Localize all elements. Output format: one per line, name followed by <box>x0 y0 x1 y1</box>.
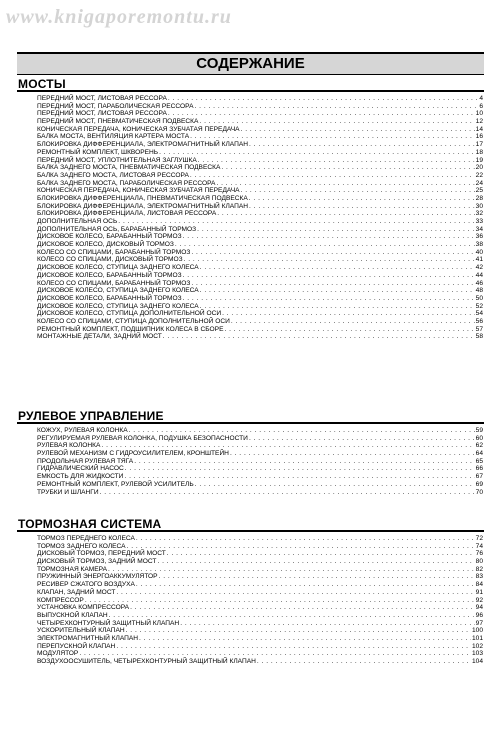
toc-entry-label: ГИДРАВЛИЧЕСКИЙ НАСОС <box>37 465 124 473</box>
toc-entry[interactable] <box>17 489 484 497</box>
toc-entry-label: РЕСИВЕР СЖАТОГО ВОЗДУХА <box>37 581 135 589</box>
toc-entry-label: КОЖУХ, РУЛЕВАЯ КОЛОНКА <box>37 427 128 434</box>
dot-leader <box>224 326 474 334</box>
toc-entry-page: 34 <box>475 225 483 233</box>
toc-entry-label: БАЛКА ЗАДНЕГО МОСТА, ЛИСТОВАЯ РЕССОРА <box>37 171 189 179</box>
toc-entry[interactable] <box>17 581 484 589</box>
toc-entry-page: 14 <box>475 125 483 133</box>
toc-entry[interactable] <box>17 558 484 566</box>
dot-leader <box>108 566 475 574</box>
toc-entry-page: 41 <box>475 256 483 264</box>
toc-entry-page: 12 <box>475 118 483 126</box>
toc-entry-page: 60 <box>475 434 483 442</box>
dot-leader <box>175 241 475 249</box>
toc-entry-page: 72 <box>475 535 483 542</box>
toc-entry-label: ПЕРЕДНИЙ МОСТ, ЛИСТОВАЯ РЕССОРА <box>37 95 167 102</box>
toc-entry-page: 50 <box>475 294 483 302</box>
dot-leader <box>191 249 474 257</box>
dot-leader <box>163 333 475 341</box>
toc-entry-label: БЛОКИРОВКА ДИФФЕРЕНЦИАЛА, ПНЕВМАТИЧЕСКАЯ ПОДВЕСКА <box>37 194 248 202</box>
dot-leader <box>200 303 475 311</box>
toc-list <box>17 95 484 341</box>
toc-entry[interactable] <box>17 333 484 341</box>
toc-entry-page: 103 <box>471 650 483 658</box>
toc-entry-label: БЛОКИРОВКА ДИФФЕРЕНЦИАЛА, ЭЛЕКТРОМАГНИТНЫЙ КЛАПАН <box>37 141 248 149</box>
dot-leader <box>116 643 471 651</box>
toc-entry-page: 16 <box>475 133 483 141</box>
toc-entry-label: ЧЕТЫРЕХКОНТУРНЫЙ ЗАЩИТНЫЙ КЛАПАН <box>37 619 180 627</box>
toc-entry-label: ДИСКОВЫЙ ТОРМОЗ, ПЕРЕДНИЙ МОСТ <box>37 550 166 558</box>
dot-leader <box>116 589 474 597</box>
toc-entry[interactable] <box>17 535 484 543</box>
toc-entry[interactable] <box>17 318 484 326</box>
toc-entry-page: 67 <box>475 473 483 481</box>
section-heading: МОСТЫ <box>17 78 484 92</box>
toc-entry-page: 17 <box>475 141 483 149</box>
dot-leader <box>101 442 474 450</box>
toc-entry-page: 20 <box>475 164 483 172</box>
toc-entry-page: 62 <box>475 442 483 450</box>
toc-entry-label: КОНИЧЕСКАЯ ПЕРЕДАЧА, КОНИЧЕСКАЯ ЗУБЧАТАЯ ПЕРЕДАЧА <box>37 187 240 195</box>
toc-entry-label: ТОРМОЗ ЗАДНЕГО КОЛЕСА <box>37 542 126 550</box>
toc-entry[interactable] <box>17 141 484 149</box>
section-brakes <box>17 518 484 666</box>
dot-leader <box>197 226 474 234</box>
dot-leader <box>184 256 475 264</box>
toc-entry-label: ДИСКОВОЕ КОЛЕСО, СТУПИЦА ЗАДНЕГО КОЛЕСА <box>37 264 199 272</box>
dot-leader <box>168 110 475 118</box>
toc-entry-page: 42 <box>475 264 483 272</box>
toc-list <box>17 427 484 496</box>
toc-entry-label: БАЛКА ЗАДНЕГО МОСТА, ПНЕВМАТИЧЕСКАЯ ПОДВЕСКА <box>37 164 221 172</box>
toc-entry-label: БАЛКА ЗАДНЕГО МОСТА, ПАРАБОЛИЧЕСКАЯ РЕССОРА <box>37 179 216 187</box>
toc-entry-page: 10 <box>475 110 483 118</box>
toc-entry-page: 28 <box>475 194 483 202</box>
dot-leader <box>195 481 475 489</box>
toc-entry-label: ВЫПУСКНОЙ КЛАПАН <box>37 611 108 619</box>
dot-leader <box>129 427 475 435</box>
toc-entry-page: 69 <box>475 480 483 488</box>
toc-entry-page: 4 <box>479 95 483 102</box>
toc-entry-label: БАЛКА МОСТА, ВЕНТИЛЯЦИЯ КАРТЕРА МОСТА <box>37 133 190 141</box>
toc-entry-page: 101 <box>471 634 483 642</box>
dot-leader <box>200 264 475 272</box>
toc-entry-page: 58 <box>475 333 483 341</box>
toc-entry-label: ЕМКОСТЬ ДЛЯ ЖИДКОСТИ <box>37 473 124 481</box>
toc-entry-label: ПЕРЕДНИЙ МОСТ, ПАРАБОЛИЧЕСКАЯ РЕССОРА <box>37 102 194 110</box>
toc-entry-page: 92 <box>475 596 483 604</box>
toc-entry-page: 83 <box>475 573 483 581</box>
toc-entry-label: ДИСКОВЫЙ ТОРМОЗ, ЗАДНИЙ МОСТ <box>37 558 157 566</box>
dot-leader <box>157 558 474 566</box>
dot-leader <box>195 103 479 111</box>
toc-entry-page: 64 <box>475 450 483 458</box>
toc-entry-page: 18 <box>475 148 483 156</box>
toc-entry-label: БЛОКИРОВКА ДИФФЕРЕНЦИАЛА, ЛИСТОВАЯ РЕССОРА <box>37 210 217 218</box>
dot-leader <box>199 118 474 126</box>
dot-leader <box>109 612 475 620</box>
toc-entry-label: РУЛЕВОЙ МЕХАНИЗМ С ГИДРОУСИЛИТЕЛЕМ, КРОНШТЕЙН <box>37 450 229 458</box>
toc-entry-label: ДИСКОВОЕ КОЛЕСО, ДИСКОВЫЙ ТОРМОЗ <box>37 241 174 249</box>
dot-leader <box>249 203 475 211</box>
toc-entry[interactable] <box>17 310 484 318</box>
dot-leader <box>241 187 475 195</box>
toc-entry[interactable] <box>17 256 484 264</box>
dot-leader <box>221 164 474 172</box>
dot-leader <box>124 473 474 481</box>
toc-entry[interactable] <box>17 589 484 597</box>
toc-entry-label: КОМПРЕССОР <box>37 596 84 604</box>
toc-entry-page: 54 <box>475 310 483 318</box>
toc-entry-label: ДОПОЛНИТЕЛЬНАЯ ОСЬ <box>37 218 118 225</box>
dot-leader <box>126 627 471 635</box>
toc-entry[interactable] <box>17 442 484 450</box>
section-bridges <box>17 78 484 341</box>
dot-leader <box>183 233 475 241</box>
toc-entry-label: КОНИЧЕСКАЯ ПЕРЕДАЧА, КОНИЧЕСКАЯ ЗУБЧАТАЯ ПЕРЕДАЧА <box>37 125 240 133</box>
toc-entry[interactable] <box>17 264 484 272</box>
dot-leader <box>200 287 475 295</box>
dot-leader <box>183 295 475 303</box>
toc-entry-page: 48 <box>475 287 483 295</box>
toc-entry-label: ПЕРЕДНИЙ МОСТ, ПНЕВМАТИЧЕСКАЯ ПОДВЕСКА <box>37 118 199 126</box>
toc-entry-label: РЕМОНТНЫЙ КОМПЛЕКТ, ШКВОРЕНЬ <box>37 148 159 156</box>
toc-entry[interactable] <box>17 272 484 280</box>
toc-entry[interactable] <box>17 233 484 241</box>
toc-entry-page: 46 <box>475 279 483 287</box>
dot-leader <box>79 650 471 658</box>
toc-entry[interactable] <box>17 427 484 435</box>
toc-entry-page: 97 <box>475 619 483 627</box>
page-title: СОДЕРЖАНИЕ <box>17 52 484 75</box>
dot-leader <box>190 172 475 180</box>
dot-leader <box>159 149 475 157</box>
toc-entry-label: КОЛЕСО СО СПИЦАМИ, СТУПИЦА ДОПОЛНИТЕЛЬНОЙ ОСИ <box>37 317 230 325</box>
dot-leader <box>180 620 474 628</box>
toc-entry[interactable] <box>17 280 484 288</box>
toc-entry-page: 66 <box>475 465 483 473</box>
watermark-url: www.knigaporemontu.ru <box>6 6 232 28</box>
toc-entry-page: 59 <box>475 427 483 434</box>
toc-entry-page: 24 <box>475 179 483 187</box>
toc-list <box>17 535 484 666</box>
toc-entry[interactable] <box>17 180 484 188</box>
toc-entry-page: 65 <box>475 457 483 465</box>
toc-entry-page: 104 <box>471 658 483 665</box>
toc-entry-page: 84 <box>475 581 483 589</box>
dot-leader <box>125 465 475 473</box>
toc-entry-label: ТРУБКИ И ШЛАНГИ <box>37 488 99 496</box>
toc-entry[interactable] <box>17 118 484 126</box>
dot-leader <box>183 272 475 280</box>
dot-leader <box>127 543 475 551</box>
toc-entry-page: 25 <box>475 187 483 195</box>
toc-entry[interactable] <box>17 95 484 103</box>
toc-entry[interactable] <box>17 203 484 211</box>
toc-entry[interactable] <box>17 604 484 612</box>
toc-entry-label: ДИСКОВОЕ КОЛЕСО, БАРАБАННЫЙ ТОРМОЗ <box>37 294 182 302</box>
toc-entry-label: РЕМОНТНЫЙ КОМПЛЕКТ, РУЛЕВОЙ УСИЛИТЕЛЬ <box>37 480 194 488</box>
section-heading: РУЛЕВОЕ УПРАВЛЕНИЕ <box>17 410 484 424</box>
toc-entry[interactable] <box>17 187 484 195</box>
toc-entry-label: БЛОКИРОВКА ДИФФЕРЕНЦИАЛА, ЭЛЕКТРОМАГНИТНЫЙ КЛАПАН <box>37 202 248 210</box>
toc-entry-page: 36 <box>475 233 483 241</box>
toc-entry[interactable] <box>17 450 484 458</box>
toc-entry-label: КОЛЕСО СО СПИЦАМИ, БАРАБАННЫЙ ТОРМОЗ <box>37 279 191 287</box>
toc-entry-page: 94 <box>475 604 483 612</box>
toc-entry-page: 80 <box>475 558 483 566</box>
toc-entry[interactable] <box>17 157 484 165</box>
dot-leader <box>118 218 474 226</box>
toc-entry[interactable] <box>17 650 484 658</box>
toc-entry[interactable] <box>17 635 484 643</box>
toc-entry-label: ПЕРЕПУСКНОЙ КЛАПАН <box>37 642 116 650</box>
toc-entry-page: 40 <box>475 248 483 256</box>
toc-entry-page: 91 <box>475 588 483 596</box>
dot-leader <box>167 550 475 558</box>
dot-leader <box>198 157 475 165</box>
toc-entry[interactable] <box>17 550 484 558</box>
toc-entry-page: 100 <box>471 627 483 635</box>
section-steering <box>17 410 484 496</box>
toc-entry-page: 76 <box>475 550 483 558</box>
dot-leader <box>139 635 471 643</box>
toc-entry[interactable] <box>17 465 484 473</box>
toc-entry-label: ЭЛЕКТРОМАГНИТНЫЙ КЛАПАН <box>37 634 139 642</box>
toc-entry-label: ПЕРЕДНИЙ МОСТ, ЛИСТОВАЯ РЕССОРА <box>37 110 167 118</box>
dot-leader <box>249 435 475 443</box>
toc-entry-label: ДИСКОВОЕ КОЛЕСО, БАРАБАННЫЙ ТОРМОЗ <box>37 233 182 241</box>
toc-entry[interactable] <box>17 597 484 605</box>
toc-entry[interactable] <box>17 241 484 249</box>
toc-entry-label: ПЕРЕДНИЙ МОСТ, УПЛОТНИТЕЛЬНАЯ ЗАГЛУШКА <box>37 156 197 164</box>
dot-leader <box>168 95 478 103</box>
toc-entry-page: 32 <box>475 210 483 218</box>
toc-entry-label: МОДУЛЯТОР <box>37 650 79 658</box>
toc-entry-page: 82 <box>475 565 483 573</box>
toc-entry-page: 56 <box>475 317 483 325</box>
toc-entry[interactable] <box>17 573 484 581</box>
dot-leader <box>217 210 474 218</box>
toc-entry-page: 52 <box>475 302 483 310</box>
toc-entry-page: 102 <box>471 642 483 650</box>
toc-entry[interactable] <box>17 643 484 651</box>
toc-entry[interactable] <box>17 195 484 203</box>
toc-entry-label: УСКОРИТЕЛЬНЫЙ КЛАПАН <box>37 627 125 635</box>
dot-leader <box>230 450 475 458</box>
toc-entry-label: КОЛЕСО СО СПИЦАМИ, БАРАБАННЫЙ ТОРМОЗ <box>37 248 191 256</box>
dot-leader <box>85 597 475 605</box>
dot-leader <box>159 573 475 581</box>
toc-entry-label: ДИСКОВОЕ КОЛЕСО, СТУПИЦА ДОПОЛНИТЕЛЬНОЙ ОСИ <box>37 310 222 318</box>
dot-leader <box>136 535 475 543</box>
dot-leader <box>130 604 475 612</box>
toc-entry-page: 30 <box>475 202 483 210</box>
toc-entry[interactable] <box>17 612 484 620</box>
toc-entry-label: ДИСКОВОЕ КОЛЕСО, СТУПИЦА ЗАДНЕГО КОЛЕСА <box>37 302 199 310</box>
toc-entry[interactable] <box>17 481 484 489</box>
toc-entry[interactable] <box>17 210 484 218</box>
toc-entry[interactable] <box>17 218 484 226</box>
toc-entry-page: 6 <box>479 102 483 110</box>
toc-entry-page: 33 <box>475 218 483 225</box>
section-heading: ТОРМОЗНАЯ СИСТЕМА <box>17 518 484 532</box>
toc-entry-page: 74 <box>475 542 483 550</box>
dot-leader <box>100 489 475 497</box>
toc-entry-page: 96 <box>475 611 483 619</box>
dot-leader <box>190 133 475 141</box>
toc-entry-label: КОЛЕСО СО СПИЦАМИ, ДИСКОВЫЙ ТОРМОЗ <box>37 256 183 264</box>
toc-entry-label: РУЛЕВАЯ КОЛОНКА <box>37 442 101 450</box>
toc-entry-label: РЕГУЛИРУЕМАЯ РУЛЕВАЯ КОЛОНКА, ПОДУШКА БЕЗОПАСНОСТИ <box>37 434 248 442</box>
toc-entry[interactable] <box>17 149 484 157</box>
toc-entry[interactable] <box>17 435 484 443</box>
toc-entry-label: ДИСКОВОЕ КОЛЕСО, СТУПИЦА ЗАДНЕГО КОЛЕСА <box>37 287 199 295</box>
toc-entry-page: 44 <box>475 271 483 279</box>
dot-leader <box>191 280 474 288</box>
dot-leader <box>231 318 475 326</box>
toc-entry-label: РЕМОНТНЫЙ КОМПЛЕКТ, ПОДШИПНИК КОЛЕСА В СБОРЕ <box>37 325 224 333</box>
dot-leader <box>241 126 475 134</box>
toc-entry-page: 19 <box>475 156 483 164</box>
toc-entry[interactable] <box>17 126 484 134</box>
dot-leader <box>257 658 471 666</box>
toc-entry[interactable] <box>17 110 484 118</box>
dot-leader <box>249 195 475 203</box>
dot-leader <box>134 458 474 466</box>
toc-entry-label: ТОРМОЗ ПЕРЕДНЕГО КОЛЕСА <box>37 535 135 542</box>
toc-entry-label: ПРУЖИННЫЙ ЭНЕРГОАККУМУЛЯТОР <box>37 573 158 581</box>
toc-entry-label: МОНТАЖНЫЕ ДЕТАЛИ, ЗАДНИЙ МОСТ <box>37 333 162 341</box>
dot-leader <box>216 180 474 188</box>
toc-entry-page: 57 <box>475 325 483 333</box>
toc-entry[interactable] <box>17 133 484 141</box>
dot-leader <box>249 141 475 149</box>
toc-entry[interactable] <box>17 172 484 180</box>
toc-entry[interactable] <box>17 164 484 172</box>
toc-entry-page: 38 <box>475 241 483 249</box>
toc-entry-label: ДОПОЛНИТЕЛЬНАЯ ОСЬ, БАРАБАННЫЙ ТОРМОЗ <box>37 225 197 233</box>
toc-entry[interactable] <box>17 295 484 303</box>
toc-entry-label: ВОЗДУХООСУШИТЕЛЬ, ЧЕТЫРЕХКОНТУРНЫЙ ЗАЩИТНЫЙ КЛАПАН <box>37 658 256 665</box>
toc-entry[interactable] <box>17 473 484 481</box>
dot-leader <box>222 310 475 318</box>
toc-entry-label: ПРОДОЛЬНАЯ РУЛЕВАЯ ТЯГА <box>37 457 134 465</box>
dot-leader <box>136 581 475 589</box>
toc-entry-page: 22 <box>475 171 483 179</box>
toc-entry[interactable] <box>17 627 484 635</box>
toc-entry[interactable] <box>17 287 484 295</box>
toc-entry-label: КЛАПАН, ЗАДНИЙ МОСТ <box>37 588 116 596</box>
toc-entry-label: ДИСКОВОЕ КОЛЕСО, БАРАБАННЫЙ ТОРМОЗ <box>37 271 182 279</box>
toc-entry-label: ТОРМОЗНАЯ КАМЕРА <box>37 565 108 573</box>
toc-entry[interactable] <box>17 658 484 666</box>
toc-entry-page: 70 <box>475 488 483 496</box>
toc-entry-label: УСТАНОВКА КОМПРЕССОРА <box>37 604 130 612</box>
